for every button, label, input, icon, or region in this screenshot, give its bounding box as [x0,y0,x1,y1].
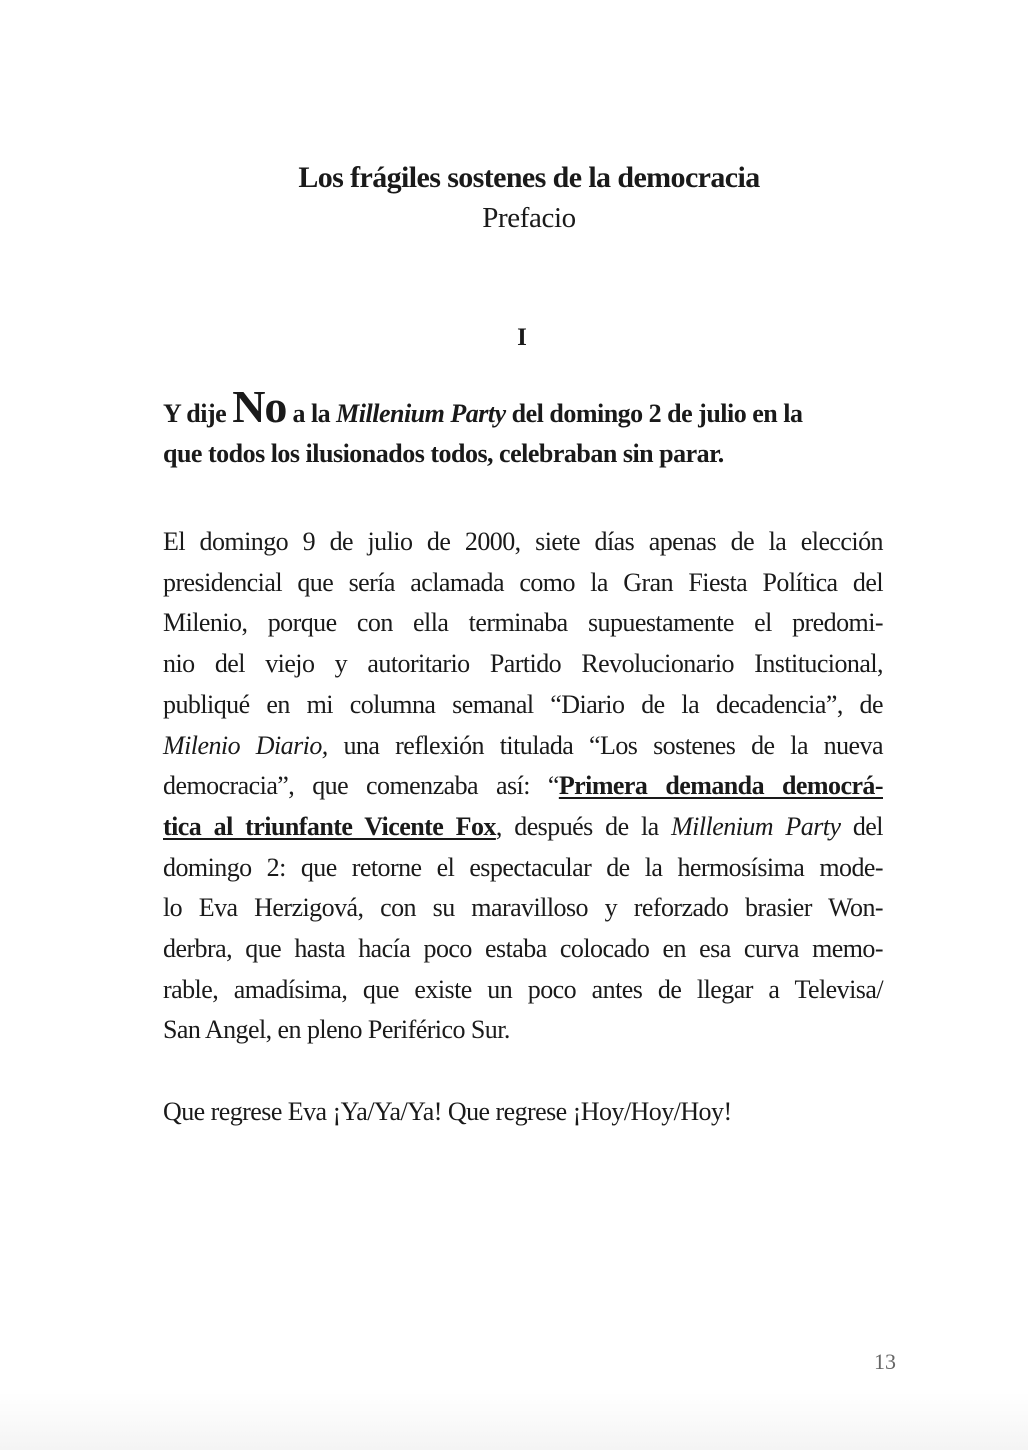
body-line: Milenio, porque con ella terminaba supuestamente el predomi- [163,608,883,638]
body-text: una reflexión titulada “Los sostenes de la nueva [327,730,883,760]
chapter-title: Los frágiles sostenes de la democracia [298,161,760,194]
section-numeral: I [517,324,527,351]
lead-paragraph [163,381,883,474]
body-line: San Angel, en pleno Periférico Sur. [163,1015,510,1045]
body-line: El domingo 9 de julio de 2000, siete días apenas de la elección [163,527,883,556]
body-line: rable, amadísima, que existe un poco antes de llegar a Televisa/ [163,974,883,1004]
lead-text-2: a la [286,399,337,428]
closing-paragraph: Que regrese Eva ¡Ya/Ya/Ya! Que regrese ¡Hoy/Hoy/Hoy! [163,1097,732,1126]
lead-italic-title: Millenium Party [336,399,506,428]
body-paragraph [163,522,883,1051]
body-line: derbra, que hasta hacía poco estaba colocado en esa curva memo- [163,934,883,964]
body-line: publiqué en mi columna semanal “Diario de la decadencia”, de [163,689,883,719]
underlined-quote: Primera demanda democrá- [558,771,883,801]
lead-text-3: del domingo 2 de julio en la [505,399,803,428]
body-text: democracia”, que comenzaba así: “ [163,771,559,801]
body-line [163,766,883,807]
lead-text-1: Y dije [163,399,233,428]
page-number: 13 [874,1349,896,1374]
chapter-subtitle: Prefacio [482,202,576,234]
underlined-quote: tica al triunfante Vicente Fox [163,811,496,841]
body-line: lo Eva Herzigová, con su maravilloso y reforzado brasier Won- [163,893,883,923]
lead-emphasis-word: No [232,381,287,432]
body-line: nio del viejo y autoritario Partido Revolucionario Institucional, [163,649,883,679]
body-line: domingo 2: que retorne el espectacular de la hermosísima mode- [163,852,883,882]
body-line [163,726,883,767]
body-line [163,807,883,848]
newspaper-name: Milenio Diario, [163,730,328,760]
italic-title: Millenium Party [671,811,841,841]
body-text: del [840,811,883,841]
lead-line-2: que todos los ilusionados todos, celebraban sin parar. [163,439,724,468]
body-text: , después de la [495,811,672,841]
body-line: presidencial que sería aclamada como la Gran Fiesta Política del [163,567,883,597]
